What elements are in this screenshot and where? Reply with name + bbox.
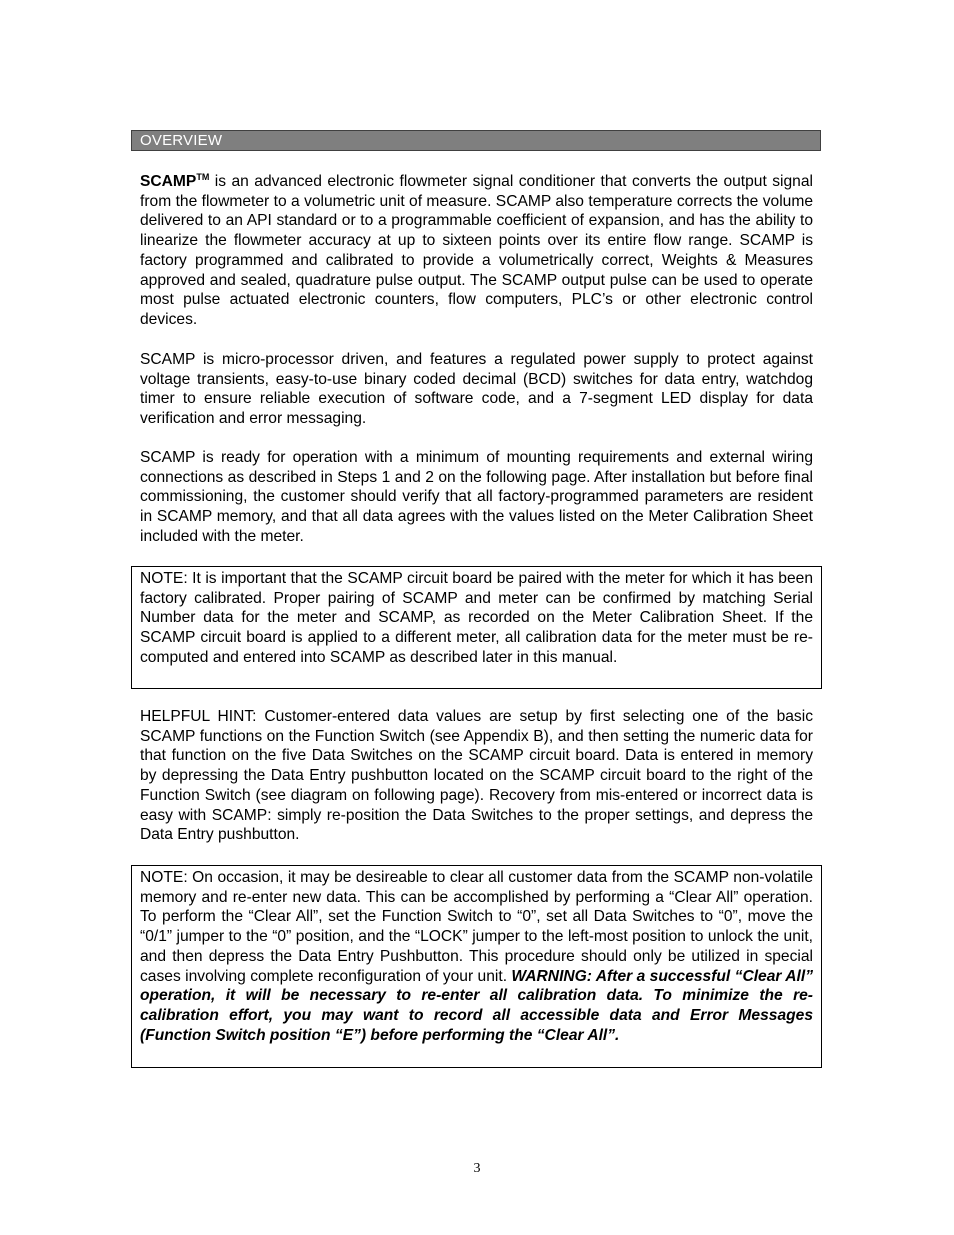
note-clear-all-paragraph [140, 868, 813, 1045]
brand-name [140, 173, 209, 190]
installation-paragraph: SCAMP is ready for operation with a minimum of mounting requirements and external wiring connections as described in Steps 1 and 2 on the following page. After installation but before final commissioning, the customer should verify that all factory-programmed parameters are resident in SCAMP memory, and that all data agrees with the values listed on the Meter Calibration Sheet included with the meter. [140, 449, 813, 545]
note-pairing-box [131, 566, 822, 689]
brand-text: SCAMP [140, 173, 197, 190]
note-clear-all-box [131, 865, 822, 1068]
helpful-hint-paragraph: HELPFUL HINT: Customer-entered data values are setup by first selecting one of the basic SCAMP functions on the Function Switch (see Appendix B), and then setting the numeric data for that function on the five Data Switches on the SCAMP circuit board. Data is entered in memory by depressing the Data Entry pushbutton located on the SCAMP circuit board to the right of the Function Switch (see diagram on following page). Recovery from mis-entered or incorrect data is easy with SCAMP: simply re-position the Data Switches to the proper settings, and depress the Data Entry pushbutton. [140, 708, 813, 844]
note-clear-all-text: NOTE: On occasion, it may be desireable to clear all customer data from the SCAMP non-volatile memory and re-enter new data. This can be accomplished by performing a “Clear All” operation. To perform the “Clear All”, set the Function Switch to “0”, set all Data Switches to “0”, move the “0/1” jumper to the “0” position, and the “LOCK” jumper to the left-most position to unlock the unit, and then depress the Data Entry Pushbutton. This procedure should only be utilized in special cases involving complete reconfiguration of your unit. [140, 869, 813, 985]
intro-paragraph [140, 172, 813, 330]
section-title: OVERVIEW [140, 132, 223, 149]
trademark-mark: TM [196, 172, 210, 182]
features-paragraph: SCAMP is micro-processor driven, and features a regulated power supply to protect against voltage transients, easy-to-use binary coded decimal (BCD) switches for data entry, watchdog timer to ensure reliable execution of software code, and a 7-segment LED display for data verification and error messaging. [140, 351, 813, 428]
intro-text: is an advanced electronic flowmeter signal conditioner that converts the output signal from the flowmeter to a volumetric unit of measure. SCAMP also temperature corrects the volume delivered to an API standard or to a programmable coefficient of expansion, and has the ability to linearize the flowmeter accuracy at up to sixteen points over its entire flow range. SCAMP is factory programmed and calibrated to provide a volumetrically correct, Weights & Measures approved and sealed, quadrature pulse output. The SCAMP output pulse can be used to operate most pulse actuated electronic counters, flow computers, PLC’s or other electronic control devices. [140, 173, 813, 328]
page-number: 3 [473, 1161, 481, 1176]
note-pairing-text: NOTE: It is important that the SCAMP circuit board be paired with the meter for which it has been factory calibrated. Proper pairing of SCAMP and meter can be confirmed by matching Serial Number data for the meter and SCAMP, as recorded on the Meter Calibration Sheet. If the SCAMP circuit board is applied to a different meter, all calibration data for the meter must be re-computed and entered into SCAMP as described later in this manual. [140, 570, 813, 666]
clear-all-warning: WARNING: After a successful “Clear All” operation, it will be necessary to re-enter all calibration data. To minimize the re-calibration effort, you may want to record all accessible data and Error Messages (Function Switch position “E”) before performing the “Clear All”. [140, 967, 813, 1044]
section-header-overview [131, 130, 821, 151]
